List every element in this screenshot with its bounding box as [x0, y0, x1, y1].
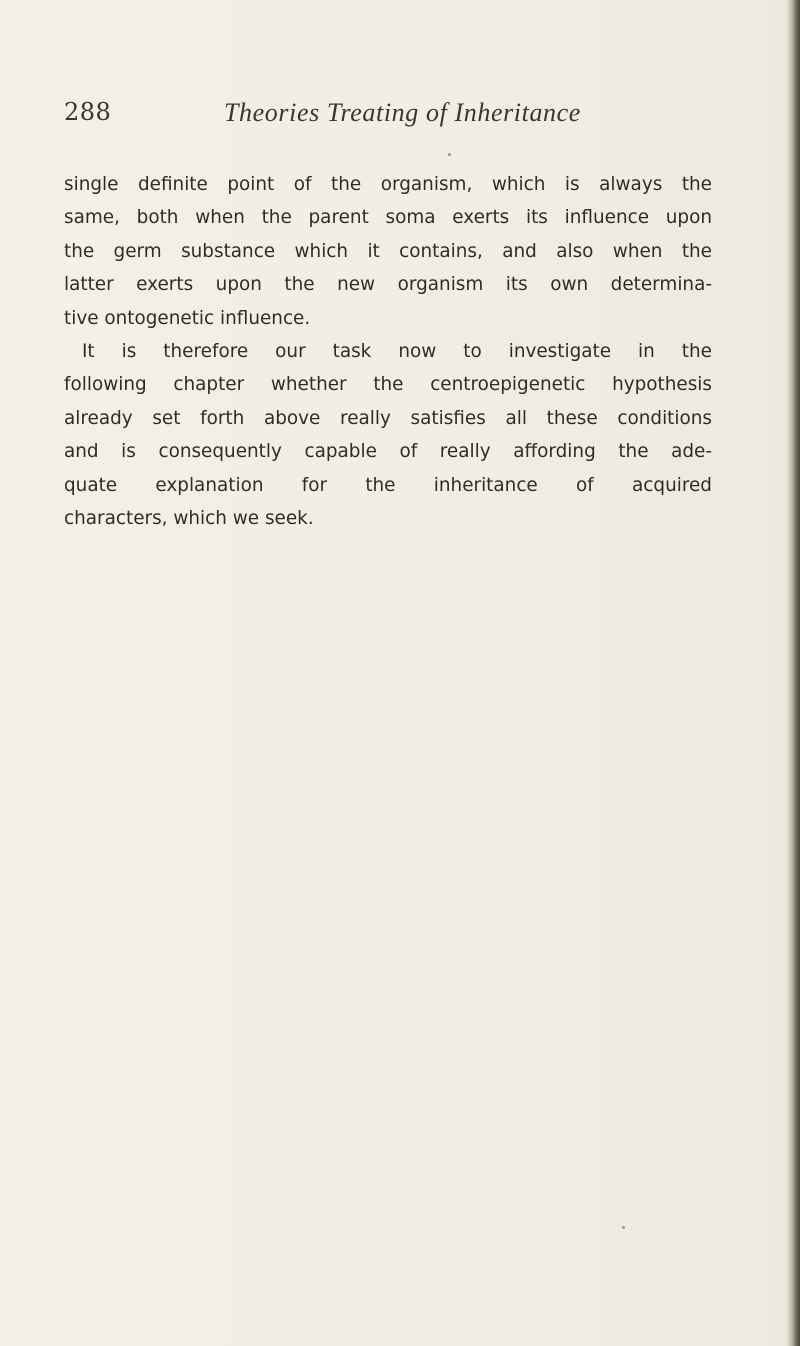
- paper-speck: [448, 153, 451, 156]
- paper-speck: [622, 1226, 625, 1229]
- paragraph-continued: [64, 168, 712, 335]
- body-text: [64, 168, 712, 535]
- running-title: Theories Treating of Inheritance: [224, 98, 581, 127]
- text-line: It is therefore our task now to investigate in the: [82, 340, 712, 362]
- text-line: tive ontogenetic influence.: [64, 307, 311, 329]
- text-line: latter exerts upon the new organism its own determina-: [64, 274, 712, 296]
- text-line: and is consequently capable of really affording the ade-: [64, 441, 712, 463]
- paragraph-new: [64, 335, 712, 535]
- text-line: characters, which we seek.: [64, 507, 314, 529]
- text-line: single definite point of the organism, which is always the: [64, 174, 712, 195]
- text-line: same, both when the parent soma exerts its influence upon: [64, 207, 712, 229]
- text-line: the germ substance which it contains, and also when the: [64, 240, 712, 262]
- text-line: quate explanation for the inheritance of acquired: [64, 474, 712, 496]
- text-line: following chapter whether the centroepigenetic hypothesis: [64, 374, 712, 396]
- page-edge-shadow: [786, 0, 800, 1346]
- text-line: already set forth above really satisfies all these conditions: [64, 407, 712, 429]
- page-number: 288: [64, 98, 112, 126]
- running-head: [64, 98, 724, 138]
